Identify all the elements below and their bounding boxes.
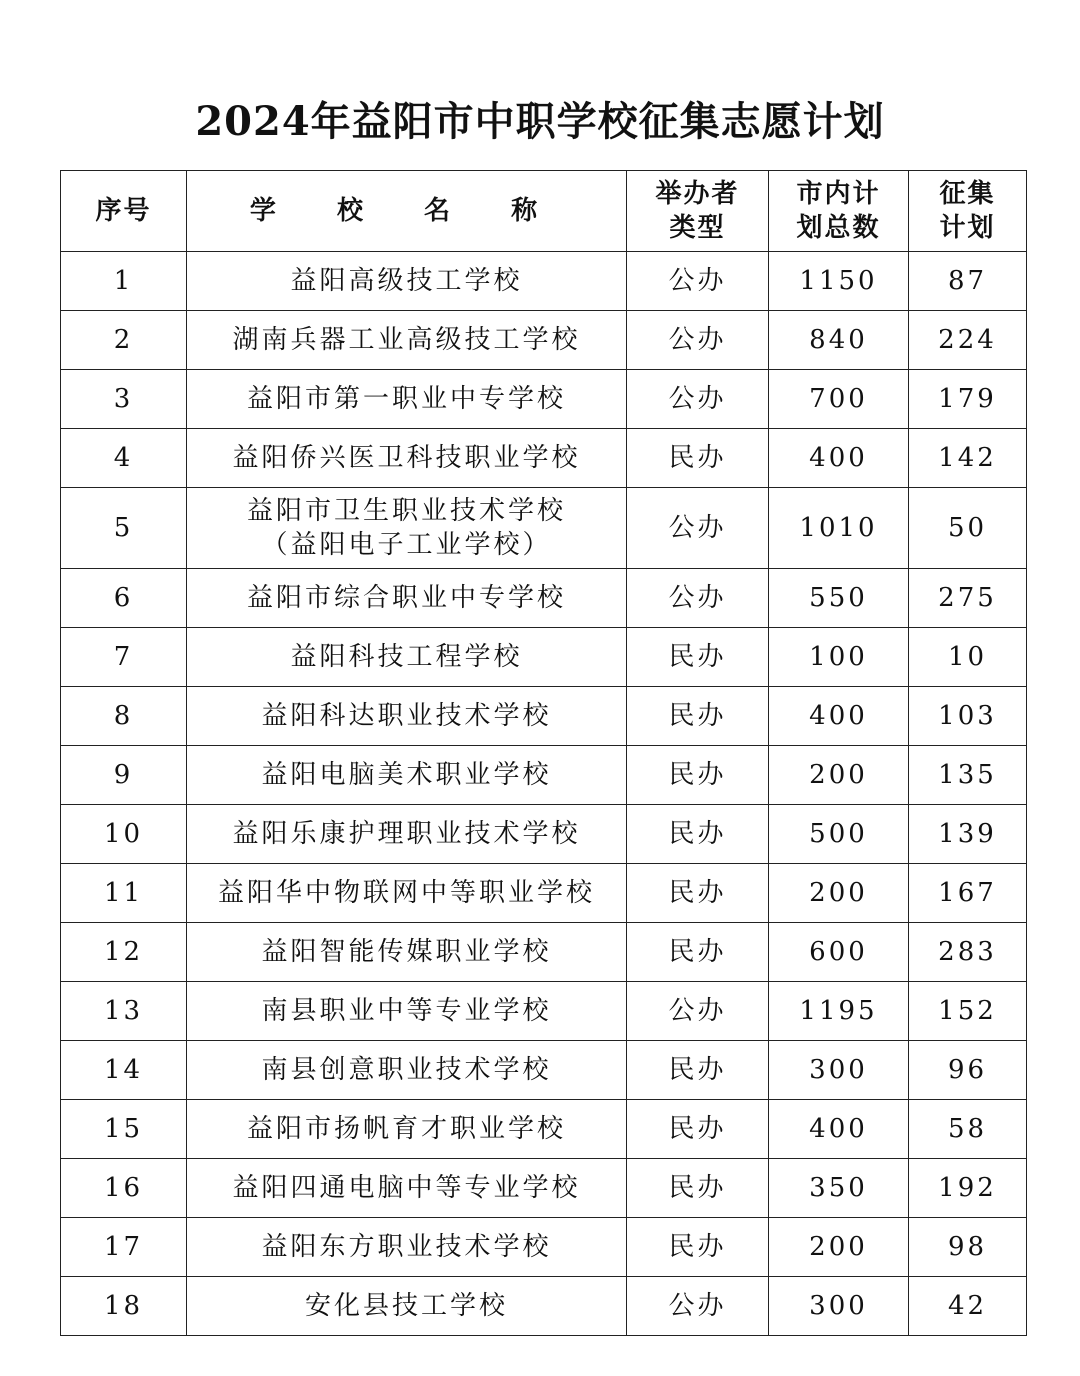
cell-school-name: 益阳东方职业技术学校	[187, 1218, 627, 1277]
cell-school-name: 益阳科达职业技术学校	[187, 687, 627, 746]
cell-seq: 12	[61, 923, 187, 982]
cell-operator-type: 民办	[627, 1159, 769, 1218]
cell-school-name-line2: （益阳电子工业学校）	[261, 530, 552, 560]
cell-collection-plan: 135	[909, 746, 1027, 805]
table-row	[61, 1041, 1027, 1100]
header-city-total-line2: 划总数	[796, 213, 881, 243]
table-row	[61, 628, 1027, 687]
cell-seq: 10	[61, 805, 187, 864]
cell-operator-type: 民办	[627, 923, 769, 982]
cell-school-name: 益阳市综合职业中专学校	[187, 569, 627, 628]
cell-school-name: 南县职业中等专业学校	[187, 982, 627, 1041]
header-school-name: 学 校 名 称	[187, 171, 627, 252]
table-row	[61, 1277, 1027, 1336]
cell-city-total: 350	[769, 1159, 909, 1218]
header-city-total-line1: 市内计	[796, 179, 881, 209]
cell-school-name: 南县创意职业技术学校	[187, 1041, 627, 1100]
cell-operator-type: 公办	[627, 311, 769, 370]
cell-city-total: 100	[769, 628, 909, 687]
table-row	[61, 864, 1027, 923]
table-body	[61, 252, 1027, 1336]
cell-city-total: 200	[769, 1218, 909, 1277]
cell-collection-plan: 283	[909, 923, 1027, 982]
cell-collection-plan: 10	[909, 628, 1027, 687]
cell-school-name: 益阳乐康护理职业技术学校	[187, 805, 627, 864]
cell-city-total: 500	[769, 805, 909, 864]
table-row	[61, 746, 1027, 805]
table-row	[61, 805, 1027, 864]
cell-seq: 18	[61, 1277, 187, 1336]
cell-collection-plan: 96	[909, 1041, 1027, 1100]
cell-seq: 6	[61, 569, 187, 628]
cell-seq: 2	[61, 311, 187, 370]
cell-seq: 17	[61, 1218, 187, 1277]
cell-collection-plan: 192	[909, 1159, 1027, 1218]
cell-city-total: 840	[769, 311, 909, 370]
cell-collection-plan: 224	[909, 311, 1027, 370]
cell-school-name: 益阳市扬帆育才职业学校	[187, 1100, 627, 1159]
cell-city-total: 400	[769, 429, 909, 488]
cell-seq: 13	[61, 982, 187, 1041]
page-title: 2024年益阳市中职学校征集志愿计划	[195, 98, 885, 145]
table-row	[61, 429, 1027, 488]
cell-school-name: 安化县技工学校	[187, 1277, 627, 1336]
table-row	[61, 1159, 1027, 1218]
cell-collection-plan: 275	[909, 569, 1027, 628]
cell-collection-plan: 58	[909, 1100, 1027, 1159]
cell-operator-type: 公办	[627, 982, 769, 1041]
cell-city-total: 400	[769, 1100, 909, 1159]
cell-collection-plan: 98	[909, 1218, 1027, 1277]
cell-collection-plan: 167	[909, 864, 1027, 923]
header-collection-plan	[909, 171, 1027, 252]
cell-seq: 4	[61, 429, 187, 488]
cell-operator-type: 民办	[627, 864, 769, 923]
cell-school-name: 益阳科技工程学校	[187, 628, 627, 687]
table-row	[61, 370, 1027, 429]
cell-operator-type: 民办	[627, 687, 769, 746]
cell-seq: 7	[61, 628, 187, 687]
header-collection-plan-line1: 征集	[939, 179, 996, 209]
cell-seq: 9	[61, 746, 187, 805]
table-row	[61, 252, 1027, 311]
table-row	[61, 569, 1027, 628]
cell-collection-plan: 142	[909, 429, 1027, 488]
cell-city-total: 1010	[769, 488, 909, 569]
plan-table	[60, 170, 1027, 1336]
cell-city-total: 1195	[769, 982, 909, 1041]
cell-city-total: 300	[769, 1277, 909, 1336]
cell-city-total: 400	[769, 687, 909, 746]
cell-operator-type: 民办	[627, 1218, 769, 1277]
cell-school-name	[187, 488, 627, 569]
cell-operator-type: 民办	[627, 805, 769, 864]
cell-city-total: 200	[769, 864, 909, 923]
table-row	[61, 311, 1027, 370]
cell-seq: 15	[61, 1100, 187, 1159]
header-city-total	[769, 171, 909, 252]
cell-seq: 1	[61, 252, 187, 311]
header-operator-type-line1: 举办者	[655, 179, 740, 209]
cell-collection-plan: 139	[909, 805, 1027, 864]
header-operator-type	[627, 171, 769, 252]
table-row	[61, 488, 1027, 569]
cell-seq: 14	[61, 1041, 187, 1100]
cell-school-name-line1: 益阳市卫生职业技术学校	[246, 496, 566, 526]
cell-operator-type: 民办	[627, 628, 769, 687]
cell-operator-type: 公办	[627, 1277, 769, 1336]
cell-school-name: 益阳市第一职业中专学校	[187, 370, 627, 429]
cell-collection-plan: 103	[909, 687, 1027, 746]
table-header	[61, 171, 1027, 252]
cell-operator-type: 民办	[627, 1100, 769, 1159]
header-operator-type-line2: 类型	[669, 213, 726, 243]
cell-seq: 16	[61, 1159, 187, 1218]
header-seq: 序号	[61, 171, 187, 252]
table-row	[61, 1100, 1027, 1159]
cell-school-name: 益阳电脑美术职业学校	[187, 746, 627, 805]
cell-collection-plan: 50	[909, 488, 1027, 569]
cell-seq: 11	[61, 864, 187, 923]
cell-city-total: 600	[769, 923, 909, 982]
cell-city-total: 200	[769, 746, 909, 805]
table-row	[61, 923, 1027, 982]
cell-operator-type: 公办	[627, 569, 769, 628]
cell-school-name: 益阳侨兴医卫科技职业学校	[187, 429, 627, 488]
cell-school-name: 益阳四通电脑中等专业学校	[187, 1159, 627, 1218]
cell-city-total: 300	[769, 1041, 909, 1100]
header-collection-plan-line2: 计划	[939, 213, 996, 243]
table-row	[61, 982, 1027, 1041]
cell-collection-plan: 42	[909, 1277, 1027, 1336]
cell-operator-type: 公办	[627, 370, 769, 429]
cell-school-name: 湖南兵器工业高级技工学校	[187, 311, 627, 370]
cell-operator-type: 公办	[627, 252, 769, 311]
cell-seq: 8	[61, 687, 187, 746]
cell-school-name: 益阳华中物联网中等职业学校	[187, 864, 627, 923]
cell-city-total: 550	[769, 569, 909, 628]
cell-city-total: 700	[769, 370, 909, 429]
cell-city-total: 1150	[769, 252, 909, 311]
cell-operator-type: 民办	[627, 1041, 769, 1100]
cell-school-name: 益阳高级技工学校	[187, 252, 627, 311]
cell-operator-type: 公办	[627, 488, 769, 569]
cell-operator-type: 民办	[627, 429, 769, 488]
cell-operator-type: 民办	[627, 746, 769, 805]
table-row	[61, 687, 1027, 746]
cell-seq: 3	[61, 370, 187, 429]
cell-collection-plan: 152	[909, 982, 1027, 1041]
cell-school-name: 益阳智能传媒职业学校	[187, 923, 627, 982]
table-row	[61, 1218, 1027, 1277]
header-row	[61, 171, 1027, 252]
cell-collection-plan: 87	[909, 252, 1027, 311]
cell-seq: 5	[61, 488, 187, 569]
cell-collection-plan: 179	[909, 370, 1027, 429]
